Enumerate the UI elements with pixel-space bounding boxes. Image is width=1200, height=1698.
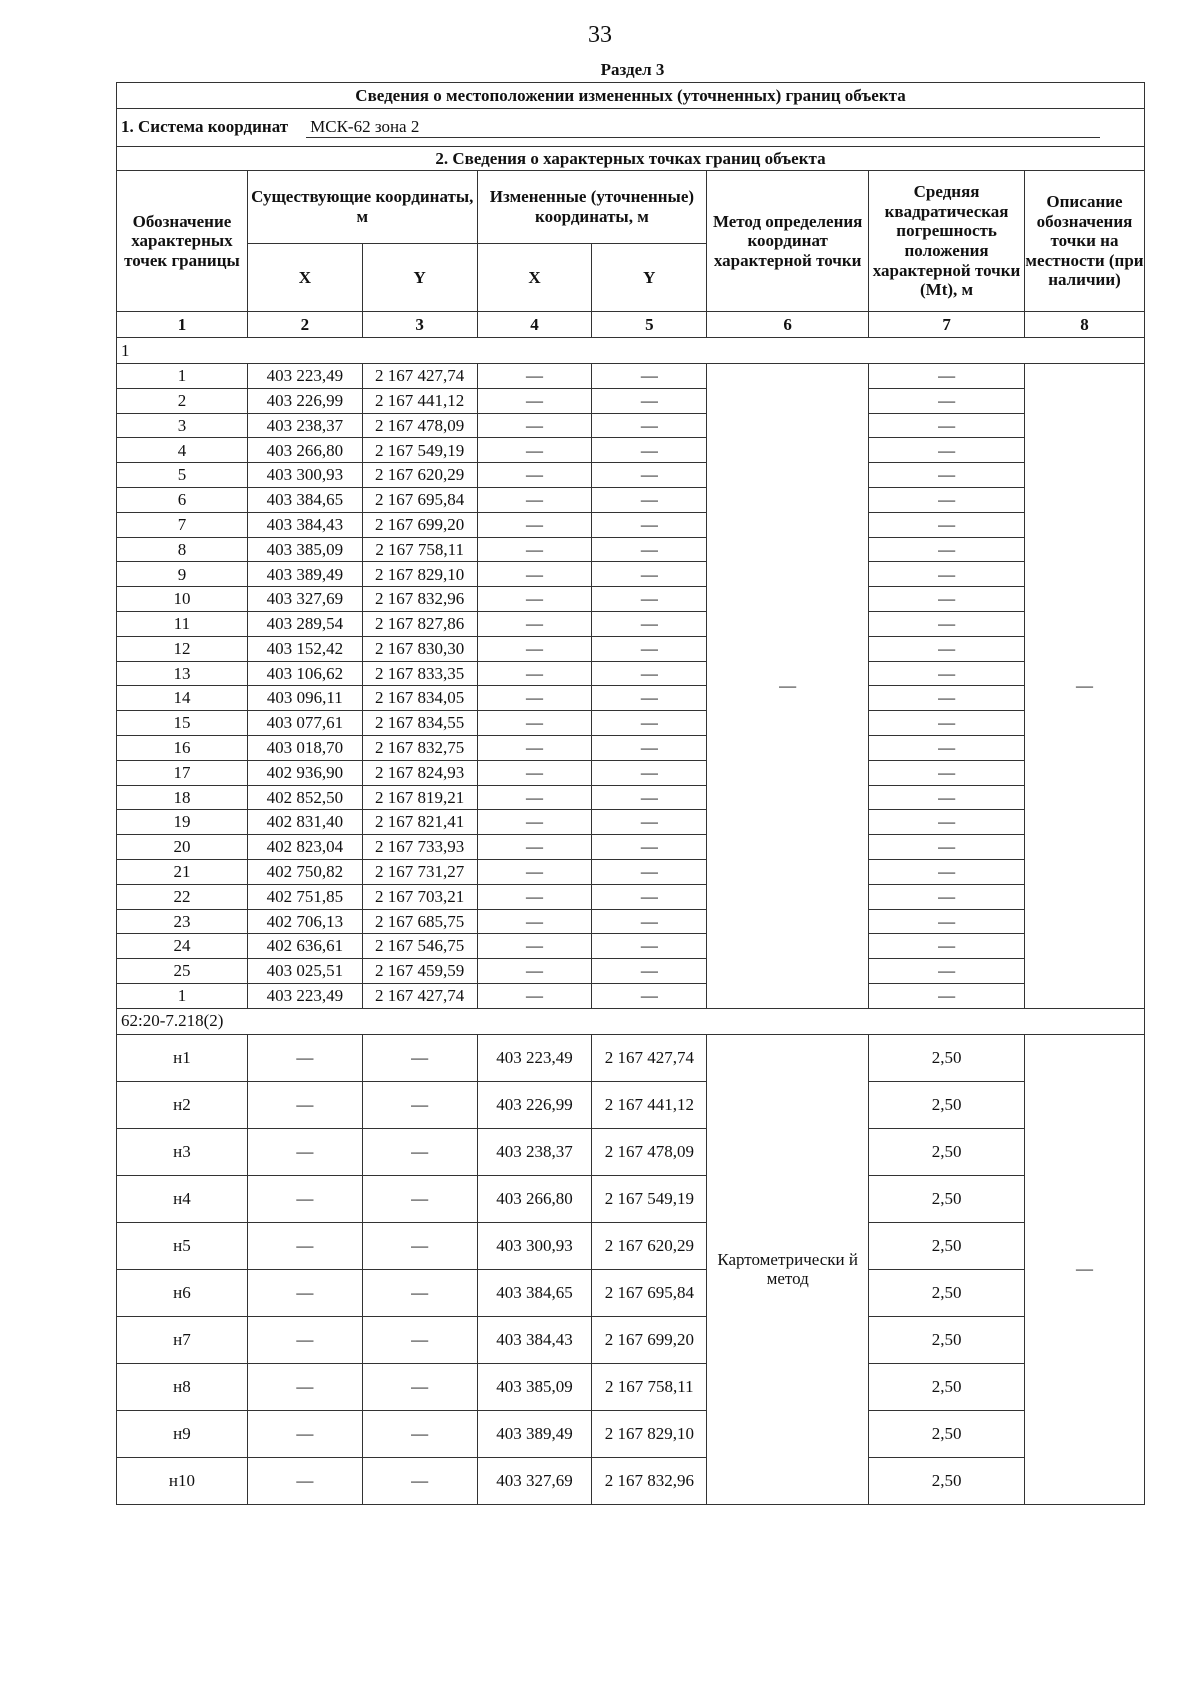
changed-x-value: — (477, 983, 592, 1008)
table-row (117, 438, 1145, 463)
existing-x-value: 402 636,61 (247, 934, 362, 959)
changed-x-value: — (477, 413, 592, 438)
point-designation: 1 (117, 983, 248, 1008)
changed-x-value: 403 327,69 (477, 1457, 592, 1504)
error-value: — (869, 661, 1025, 686)
changed-y-value: — (592, 364, 707, 389)
changed-y-value: — (592, 463, 707, 488)
point-designation: 6 (117, 487, 248, 512)
table-row (117, 1316, 1145, 1363)
existing-x-value: 403 327,69 (247, 587, 362, 612)
error-value: — (869, 388, 1025, 413)
changed-y-value: — (592, 760, 707, 785)
existing-y-value: — (362, 1034, 477, 1081)
changed-x-value: 403 389,49 (477, 1410, 592, 1457)
point-designation: н9 (117, 1410, 248, 1457)
table-row (117, 562, 1145, 587)
point-designation: 4 (117, 438, 248, 463)
changed-y-value: — (592, 735, 707, 760)
changed-y-value: — (592, 438, 707, 463)
point-designation: 22 (117, 884, 248, 909)
changed-x-value: 403 238,37 (477, 1128, 592, 1175)
existing-y-value: — (362, 1410, 477, 1457)
column-numbers-row (117, 312, 1145, 338)
error-value: — (869, 711, 1025, 736)
existing-y-value: 2 167 833,35 (362, 661, 477, 686)
changed-x-value: — (477, 884, 592, 909)
point-designation: н3 (117, 1128, 248, 1175)
changed-y-value: — (592, 959, 707, 984)
table-row (117, 636, 1145, 661)
error-value: — (869, 934, 1025, 959)
table-row (117, 686, 1145, 711)
existing-x-value: — (247, 1457, 362, 1504)
point-designation: 9 (117, 562, 248, 587)
error-value: — (869, 364, 1025, 389)
method-value: Картометрически й метод (707, 1034, 869, 1504)
error-value: — (869, 760, 1025, 785)
table-row (117, 661, 1145, 686)
table-row (117, 587, 1145, 612)
existing-y-value: — (362, 1081, 477, 1128)
existing-x-value: 403 226,99 (247, 388, 362, 413)
changed-x-value: — (477, 810, 592, 835)
table-row (117, 463, 1145, 488)
table-row (117, 1269, 1145, 1316)
group-label: 1 (117, 338, 1145, 364)
existing-x-value: 403 389,49 (247, 562, 362, 587)
table-row (117, 959, 1145, 984)
table-title: Сведения о местоположении измененных (уточненных) границ объекта (117, 83, 1145, 109)
changed-y-value: — (592, 611, 707, 636)
header-method: Метод определения координат характерной точки (707, 171, 869, 312)
error-value: 2,50 (869, 1034, 1025, 1081)
point-designation: 7 (117, 512, 248, 537)
changed-x-value: — (477, 859, 592, 884)
changed-x-value: 403 385,09 (477, 1363, 592, 1410)
existing-x-value: 403 385,09 (247, 537, 362, 562)
table-row (117, 835, 1145, 860)
existing-x-value: — (247, 1175, 362, 1222)
error-value: 2,50 (869, 1081, 1025, 1128)
changed-x-value: — (477, 661, 592, 686)
error-value: — (869, 909, 1025, 934)
description-value: — (1025, 1034, 1145, 1504)
existing-x-value: 403 223,49 (247, 364, 362, 389)
changed-x-value: — (477, 686, 592, 711)
existing-y-value: 2 167 834,05 (362, 686, 477, 711)
point-designation: 11 (117, 611, 248, 636)
changed-y-value: — (592, 934, 707, 959)
changed-x-value: — (477, 463, 592, 488)
changed-x-value: — (477, 562, 592, 587)
error-value: 2,50 (869, 1222, 1025, 1269)
existing-y-value: 2 167 441,12 (362, 388, 477, 413)
error-value: 2,50 (869, 1457, 1025, 1504)
table-row (117, 512, 1145, 537)
column-number: 2 (247, 312, 362, 338)
existing-x-value: — (247, 1316, 362, 1363)
existing-y-value: 2 167 827,86 (362, 611, 477, 636)
existing-y-value: 2 167 620,29 (362, 463, 477, 488)
existing-y-value: 2 167 832,75 (362, 735, 477, 760)
existing-x-value: 402 831,40 (247, 810, 362, 835)
changed-x-value: — (477, 785, 592, 810)
changed-x-value: — (477, 636, 592, 661)
subsection-title: 2. Сведения о характерных точках границ объекта (117, 147, 1145, 171)
changed-y-value: 2 167 478,09 (592, 1128, 707, 1175)
changed-y-value: 2 167 832,96 (592, 1457, 707, 1504)
existing-y-value: 2 167 427,74 (362, 364, 477, 389)
existing-y-value: 2 167 549,19 (362, 438, 477, 463)
header-existing: Существующие координаты, м (247, 171, 477, 244)
existing-y-value: 2 167 832,96 (362, 587, 477, 612)
table-row (117, 810, 1145, 835)
error-value: — (869, 611, 1025, 636)
changed-y-value: — (592, 587, 707, 612)
existing-x-value: — (247, 1410, 362, 1457)
existing-x-value: 403 300,93 (247, 463, 362, 488)
table-row (117, 711, 1145, 736)
existing-y-value: 2 167 829,10 (362, 562, 477, 587)
changed-y-value: — (592, 562, 707, 587)
table-row (117, 1128, 1145, 1175)
header-changed-y: Y (592, 244, 707, 312)
column-number: 5 (592, 312, 707, 338)
changed-y-value: — (592, 785, 707, 810)
existing-x-value: 403 106,62 (247, 661, 362, 686)
table-row (117, 1222, 1145, 1269)
error-value: — (869, 463, 1025, 488)
existing-x-value: — (247, 1081, 362, 1128)
coordinate-system-row (117, 109, 1145, 147)
point-designation: 14 (117, 686, 248, 711)
changed-y-value: — (592, 983, 707, 1008)
existing-x-value: 403 223,49 (247, 983, 362, 1008)
changed-y-value: — (592, 512, 707, 537)
error-value: 2,50 (869, 1316, 1025, 1363)
group-label-row (117, 338, 1145, 364)
point-designation: н4 (117, 1175, 248, 1222)
changed-y-value: 2 167 695,84 (592, 1269, 707, 1316)
existing-x-value: — (247, 1034, 362, 1081)
existing-x-value: — (247, 1222, 362, 1269)
error-value: — (869, 537, 1025, 562)
point-designation: 23 (117, 909, 248, 934)
error-value: — (869, 959, 1025, 984)
header-changed-x: X (477, 244, 592, 312)
point-designation: 5 (117, 463, 248, 488)
table-row (117, 859, 1145, 884)
existing-x-value: 402 706,13 (247, 909, 362, 934)
point-designation: 10 (117, 587, 248, 612)
changed-y-value: — (592, 661, 707, 686)
table-row (117, 785, 1145, 810)
boundary-points-table (116, 82, 1145, 1505)
changed-x-value: 403 226,99 (477, 1081, 592, 1128)
existing-y-value: 2 167 733,93 (362, 835, 477, 860)
changed-x-value: — (477, 760, 592, 785)
column-number: 4 (477, 312, 592, 338)
table-row (117, 934, 1145, 959)
error-value: 2,50 (869, 1363, 1025, 1410)
error-value: — (869, 983, 1025, 1008)
header-error: Средняя квадратическая погрешность положения характерной точки (Mt), м (869, 171, 1025, 312)
table-row (117, 487, 1145, 512)
point-designation: 16 (117, 735, 248, 760)
changed-y-value: 2 167 427,74 (592, 1034, 707, 1081)
table-row (117, 1363, 1145, 1410)
existing-y-value: 2 167 830,30 (362, 636, 477, 661)
coordinate-system-value: МСК-62 зона 2 (306, 117, 1100, 138)
point-designation: н7 (117, 1316, 248, 1363)
table-row (117, 1410, 1145, 1457)
column-number: 7 (869, 312, 1025, 338)
changed-y-value: — (592, 884, 707, 909)
error-value: — (869, 487, 1025, 512)
existing-x-value: 403 384,43 (247, 512, 362, 537)
existing-y-value: 2 167 699,20 (362, 512, 477, 537)
existing-y-value: 2 167 834,55 (362, 711, 477, 736)
point-designation: 24 (117, 934, 248, 959)
point-designation: 15 (117, 711, 248, 736)
existing-x-value: 403 289,54 (247, 611, 362, 636)
table-row (117, 388, 1145, 413)
error-value: 2,50 (869, 1410, 1025, 1457)
error-value: — (869, 587, 1025, 612)
existing-x-value: 402 852,50 (247, 785, 362, 810)
changed-x-value: — (477, 364, 592, 389)
point-designation: 12 (117, 636, 248, 661)
existing-y-value: — (362, 1175, 477, 1222)
existing-y-value: 2 167 546,75 (362, 934, 477, 959)
table-row (117, 1175, 1145, 1222)
existing-y-value: — (362, 1128, 477, 1175)
group-label-row (117, 1008, 1145, 1034)
point-designation: 20 (117, 835, 248, 860)
error-value: 2,50 (869, 1128, 1025, 1175)
existing-y-value: 2 167 731,27 (362, 859, 477, 884)
point-designation: н5 (117, 1222, 248, 1269)
existing-y-value: 2 167 478,09 (362, 413, 477, 438)
header-existing-y: Y (362, 244, 477, 312)
existing-x-value: 403 077,61 (247, 711, 362, 736)
column-number: 8 (1025, 312, 1145, 338)
existing-x-value: 402 751,85 (247, 884, 362, 909)
existing-x-value: 403 238,37 (247, 413, 362, 438)
existing-y-value: 2 167 824,93 (362, 760, 477, 785)
changed-x-value: — (477, 388, 592, 413)
point-designation: н2 (117, 1081, 248, 1128)
changed-x-value: 403 384,65 (477, 1269, 592, 1316)
changed-y-value: — (592, 909, 707, 934)
existing-y-value: — (362, 1457, 477, 1504)
column-number: 3 (362, 312, 477, 338)
error-value: — (869, 636, 1025, 661)
error-value: — (869, 735, 1025, 760)
group-label: 62:20-7.218(2) (117, 1008, 1145, 1034)
point-designation: 13 (117, 661, 248, 686)
description-value: — (1025, 364, 1145, 1009)
point-designation: 17 (117, 760, 248, 785)
existing-y-value: — (362, 1269, 477, 1316)
point-designation: н1 (117, 1034, 248, 1081)
existing-x-value: — (247, 1269, 362, 1316)
existing-x-value: 403 018,70 (247, 735, 362, 760)
existing-y-value: 2 167 685,75 (362, 909, 477, 934)
changed-y-value: — (592, 636, 707, 661)
changed-x-value: — (477, 959, 592, 984)
table-row (117, 364, 1145, 389)
error-value: — (869, 835, 1025, 860)
error-value: — (869, 686, 1025, 711)
existing-x-value: 402 823,04 (247, 835, 362, 860)
existing-x-value: 402 936,90 (247, 760, 362, 785)
changed-y-value: — (592, 537, 707, 562)
existing-x-value: 402 750,82 (247, 859, 362, 884)
changed-x-value: — (477, 934, 592, 959)
error-value: — (869, 785, 1025, 810)
point-designation: 2 (117, 388, 248, 413)
existing-x-value: 403 152,42 (247, 636, 362, 661)
existing-y-value: 2 167 819,21 (362, 785, 477, 810)
changed-x-value: — (477, 611, 592, 636)
changed-x-value: 403 300,93 (477, 1222, 592, 1269)
table-row (117, 611, 1145, 636)
point-designation: н6 (117, 1269, 248, 1316)
changed-x-value: 403 223,49 (477, 1034, 592, 1081)
header-existing-x: X (247, 244, 362, 312)
page-number: 33 (588, 22, 612, 48)
changed-y-value: 2 167 699,20 (592, 1316, 707, 1363)
header-designation: Обозначение характерных точек границы (117, 171, 248, 312)
changed-y-value: 2 167 758,11 (592, 1363, 707, 1410)
changed-x-value: 403 384,43 (477, 1316, 592, 1363)
changed-x-value: — (477, 487, 592, 512)
existing-x-value: 403 266,80 (247, 438, 362, 463)
column-number: 6 (707, 312, 869, 338)
header-description: Описание обозначения точки на местности (при наличии) (1025, 171, 1145, 312)
table-row (117, 983, 1145, 1008)
changed-y-value: — (592, 859, 707, 884)
changed-y-value: — (592, 487, 707, 512)
changed-y-value: 2 167 620,29 (592, 1222, 707, 1269)
table-row (117, 413, 1145, 438)
changed-y-value: 2 167 441,12 (592, 1081, 707, 1128)
existing-x-value: 403 384,65 (247, 487, 362, 512)
table-row (117, 1457, 1145, 1504)
existing-y-value: — (362, 1222, 477, 1269)
changed-x-value: 403 266,80 (477, 1175, 592, 1222)
point-designation: н8 (117, 1363, 248, 1410)
changed-y-value: — (592, 686, 707, 711)
point-designation: 8 (117, 537, 248, 562)
existing-x-value: — (247, 1363, 362, 1410)
existing-y-value: 2 167 758,11 (362, 537, 477, 562)
existing-y-value: — (362, 1316, 477, 1363)
existing-y-value: 2 167 459,59 (362, 959, 477, 984)
table-row (117, 884, 1145, 909)
existing-x-value: — (247, 1128, 362, 1175)
error-value: 2,50 (869, 1269, 1025, 1316)
existing-x-value: 403 096,11 (247, 686, 362, 711)
changed-y-value: 2 167 549,19 (592, 1175, 707, 1222)
error-value: — (869, 438, 1025, 463)
error-value: — (869, 512, 1025, 537)
existing-y-value: — (362, 1363, 477, 1410)
changed-y-value: — (592, 388, 707, 413)
point-designation: 25 (117, 959, 248, 984)
changed-x-value: — (477, 512, 592, 537)
table-row (117, 537, 1145, 562)
error-value: — (869, 884, 1025, 909)
error-value: — (869, 413, 1025, 438)
column-number: 1 (117, 312, 248, 338)
point-designation: 18 (117, 785, 248, 810)
changed-y-value: — (592, 835, 707, 860)
point-designation: 21 (117, 859, 248, 884)
existing-y-value: 2 167 821,41 (362, 810, 477, 835)
changed-y-value: — (592, 711, 707, 736)
changed-x-value: — (477, 537, 592, 562)
method-value: — (707, 364, 869, 1009)
changed-x-value: — (477, 587, 592, 612)
table-row (117, 735, 1145, 760)
point-designation: 1 (117, 364, 248, 389)
coordinate-system-label: 1. Система координат (121, 117, 289, 137)
changed-y-value: 2 167 829,10 (592, 1410, 707, 1457)
point-designation: 3 (117, 413, 248, 438)
existing-y-value: 2 167 427,74 (362, 983, 477, 1008)
section-title: Раздел 3 (600, 60, 665, 79)
changed-x-value: — (477, 438, 592, 463)
error-value: — (869, 810, 1025, 835)
changed-x-value: — (477, 711, 592, 736)
changed-y-value: — (592, 810, 707, 835)
table-row (117, 1081, 1145, 1128)
header-changed: Измененные (уточненные) координаты, м (477, 171, 707, 244)
table-row (117, 909, 1145, 934)
existing-y-value: 2 167 703,21 (362, 884, 477, 909)
table-row (117, 1034, 1145, 1081)
point-designation: 19 (117, 810, 248, 835)
error-value: 2,50 (869, 1175, 1025, 1222)
error-value: — (869, 562, 1025, 587)
point-designation: н10 (117, 1457, 248, 1504)
changed-x-value: — (477, 835, 592, 860)
error-value: — (869, 859, 1025, 884)
changed-y-value: — (592, 413, 707, 438)
table-row (117, 760, 1145, 785)
existing-y-value: 2 167 695,84 (362, 487, 477, 512)
changed-x-value: — (477, 909, 592, 934)
existing-x-value: 403 025,51 (247, 959, 362, 984)
changed-x-value: — (477, 735, 592, 760)
